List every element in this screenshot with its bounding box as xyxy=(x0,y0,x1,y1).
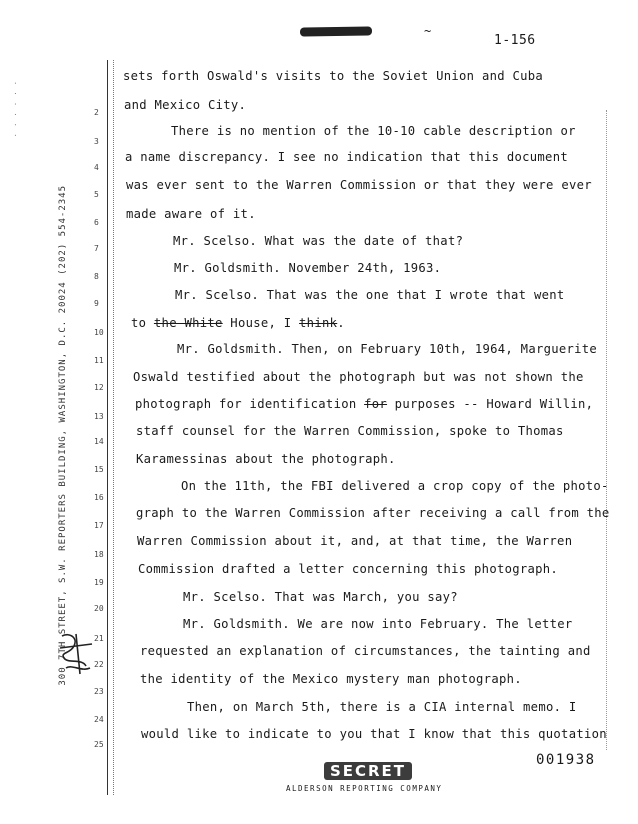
line-number: 4 xyxy=(94,163,99,172)
transcript-line: and Mexico City. xyxy=(124,98,247,112)
line-number: 12 xyxy=(94,383,104,392)
page-number: 1-156 xyxy=(494,33,536,48)
secret-stamp-icon xyxy=(322,760,414,782)
struck-text: for xyxy=(364,397,388,411)
line-number: 10 xyxy=(94,328,104,337)
left-margin-rule xyxy=(107,60,108,795)
reporting-company: ALDERSON REPORTING COMPANY xyxy=(286,784,443,793)
struck-text: think xyxy=(299,316,338,330)
transcript-line: Oswald testified about the photograph but was not shown the xyxy=(133,370,584,384)
line-number: 25 xyxy=(94,740,104,749)
right-margin-rule xyxy=(606,110,607,750)
transcript-line: a name discrepancy. I see no indication that this document xyxy=(125,150,568,164)
text-segment: to xyxy=(131,316,154,330)
transcript-line: Mr. Scelso. What was the date of that? xyxy=(173,234,464,248)
transcript-line: staff counsel for the Warren Commission, spoke to Thomas xyxy=(136,424,564,438)
line-number: 24 xyxy=(94,715,104,724)
transcript-line: On the 11th, the FBI delivered a crop copy of the photo- xyxy=(181,479,609,493)
transcript-line: graph to the Warren Commission after receiving a call from the xyxy=(136,506,610,520)
transcript-line: Karamessinas about the photograph. xyxy=(136,452,396,466)
line-number: 22 xyxy=(94,660,104,669)
line-number: 5 xyxy=(94,190,99,199)
redaction-mark xyxy=(300,26,372,36)
reporter-address: 300 7TH STREET, S.W. REPORTERS BUILDING, WASHINGTON, D.C. 20024 (202) 554-2345 xyxy=(58,185,68,686)
stamp-text: SECRET xyxy=(329,762,407,780)
line-number: 23 xyxy=(94,687,104,696)
line-number: 2 xyxy=(94,108,99,117)
transcript-line: made aware of it. xyxy=(126,207,256,221)
transcript-line: Mr. Goldsmith. We are now into February. The letter xyxy=(183,617,573,631)
left-margin-rule-dotted xyxy=(113,60,114,795)
transcript-line: Mr. Scelso. That was the one that I wrote that went xyxy=(175,288,565,302)
transcript-line: would like to indicate to you that I know that this quotation xyxy=(141,727,607,741)
text-segment: House, I xyxy=(222,316,300,330)
line-number: 20 xyxy=(94,604,104,613)
line-number: 13 xyxy=(94,412,104,421)
line-number: 19 xyxy=(94,578,104,587)
line-number: 16 xyxy=(94,493,104,502)
transcript-line xyxy=(135,397,593,411)
line-number: 6 xyxy=(94,218,99,227)
transcript-line xyxy=(131,316,345,330)
top-dash-mark: ~ xyxy=(424,24,432,38)
line-number: 14 xyxy=(94,437,104,446)
faint-margin-mark: · · · · · · xyxy=(12,80,20,138)
line-number: 7 xyxy=(94,244,99,253)
line-number: 15 xyxy=(94,465,104,474)
line-number: 8 xyxy=(94,272,99,281)
transcript-line: Mr. Goldsmith. Then, on February 10th, 1964, Marguerite xyxy=(177,342,598,356)
transcript-line: Then, on March 5th, there is a CIA internal memo. I xyxy=(187,700,577,714)
transcript-line: requested an explanation of circumstances, the tainting and xyxy=(140,644,591,658)
transcript-line: Mr. Goldsmith. November 24th, 1963. xyxy=(174,261,442,275)
struck-text: the White xyxy=(153,316,223,330)
text-segment: photograph for identification xyxy=(135,397,365,411)
line-number: 11 xyxy=(94,356,104,365)
transcript-line: Commission drafted a letter concerning this photograph. xyxy=(138,562,559,576)
line-number: 9 xyxy=(94,299,99,308)
document-id: 001938 xyxy=(536,752,596,768)
transcript-line: Warren Commission about it, and, at that time, the Warren xyxy=(137,534,573,548)
text-segment: purposes -- Howard Willin, xyxy=(387,397,594,411)
handwritten-scribble-icon xyxy=(56,628,96,680)
transcript-line: Mr. Scelso. That was March, you say? xyxy=(183,590,458,604)
transcript-line: sets forth Oswald's visits to the Soviet Union and Cuba xyxy=(123,69,544,83)
line-number: 17 xyxy=(94,521,104,530)
line-number: 18 xyxy=(94,550,104,559)
transcript-line: was ever sent to the Warren Commission or that they were ever xyxy=(126,178,592,192)
transcript-line: the identity of the Mexico mystery man photograph. xyxy=(140,672,522,686)
line-number: 3 xyxy=(94,137,99,146)
text-segment: . xyxy=(337,316,345,330)
transcript-line: There is no mention of the 10-10 cable description or xyxy=(171,124,576,138)
line-number: 21 xyxy=(94,634,104,643)
